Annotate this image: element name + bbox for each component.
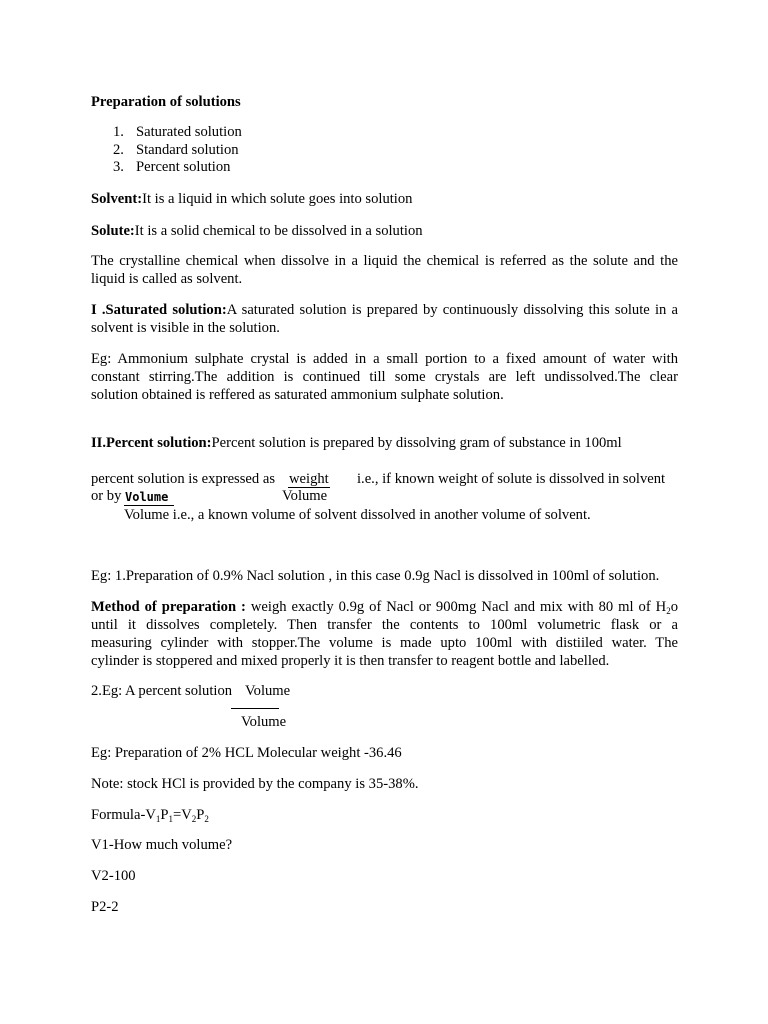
method-line-1: Method of preparation : weigh exactly 0.9g of Nacl or 900mg Nacl and mix with 80 ml of $H_2o$ xyxy=(91,599,678,616)
eg2-text: 2.Eg: A percent solution xyxy=(91,683,233,699)
saturated-line-1: I .Saturated solution:A saturated solution is prepared by continuously dissolving this solute in a xyxy=(91,302,678,318)
eg-saturated-line-3: solution obtained is reffered as saturated ammonium sulphate solution. xyxy=(91,387,504,403)
eg2-fraction-bar xyxy=(231,708,279,709)
method-line-4: cylinder is stoppered and mixed properly it is then transfer to reagent bottle and labelled. xyxy=(91,653,610,669)
list-item xyxy=(91,159,242,177)
saturated-term: I .Saturated solution: xyxy=(91,302,227,318)
v2-line: V2-100 xyxy=(91,868,136,884)
or-by-label: or by xyxy=(91,488,122,504)
eg1-line: Eg: 1.Preparation of 0.9% Nacl solution , in this case 0.9g Nacl is dissolved in 100ml of solution. xyxy=(91,568,660,584)
percent-definition xyxy=(91,434,622,452)
solute-definition xyxy=(91,222,423,240)
percent-text: Percent solution is prepared by dissolving gram of substance in 100ml xyxy=(211,435,622,451)
list-item xyxy=(91,124,242,142)
eg-hcl-line: Eg: Preparation of 2% HCL Molecular weight -36.46 xyxy=(91,745,402,761)
fraction-weight-denominator: Volume xyxy=(282,488,328,504)
fraction-volume-numerator: Volume xyxy=(125,490,169,504)
fraction-volume-denominator: Volume xyxy=(124,507,170,523)
crystalline-line-2: liquid is called as solvent. xyxy=(91,271,243,287)
solution-types-list xyxy=(91,124,242,177)
eg-saturated-line-2: constant stirring.The addition is continued till some crystals are left undissolved.The clear xyxy=(91,369,678,385)
solvent-text: It is a liquid in which solute goes into solution xyxy=(142,191,413,207)
solvent-term: Solvent: xyxy=(91,191,143,207)
list-number: 1. xyxy=(113,124,124,140)
eg2-numerator: Volume xyxy=(245,683,291,699)
solute-text: It is a solid chemical to be dissolved in a solution xyxy=(134,223,423,239)
percent-term: II.Percent solution: xyxy=(91,435,212,451)
list-number: 3. xyxy=(113,159,124,176)
list-text: Standard solution xyxy=(136,141,239,158)
list-text: Percent solution xyxy=(136,159,231,176)
list-text: Saturated solution xyxy=(136,124,242,140)
crystalline-line-1: The crystalline chemical when dissolve in a liquid the chemical is referred as the solute and the xyxy=(91,253,678,269)
volume-line-tail: i.e., a known volume of solvent dissolved in another volume of solvent. xyxy=(172,507,591,523)
expressed-lead: percent solution is expressed as xyxy=(91,471,275,487)
p2-line: P2-2 xyxy=(91,899,119,915)
list-item xyxy=(91,142,242,160)
note-line: Note: stock HCl is provided by the company is 35-38%. xyxy=(91,776,419,792)
method-line-3: measuring cylinder with stopper.The volume is made upto 100ml with distiiled water. The xyxy=(91,635,678,651)
saturated-line-2: solvent is visible in the solution. xyxy=(91,320,280,336)
solute-term: Solute: xyxy=(91,223,135,239)
volume-line xyxy=(124,506,591,524)
list-number: 2. xyxy=(113,141,124,158)
fraction-weight-numerator: weight xyxy=(289,471,329,487)
expressed-mid: i.e., if known weight of solute is dissolved in solvent xyxy=(357,471,666,487)
page-title: Preparation of solutions xyxy=(91,94,241,110)
formula-line: Formula-$V_1P_1=V_2P_2$ xyxy=(91,807,209,824)
solvent-definition xyxy=(91,190,412,208)
method-line-2: until it dissolves completely. Then transfer the contents to 100ml volumetric flask or a xyxy=(91,617,678,633)
method-term: Method of preparation : xyxy=(91,599,246,615)
eg2-denominator: Volume xyxy=(241,714,287,730)
v1-line: V1-How much volume? xyxy=(91,837,233,853)
eg-saturated-line-1: Eg: Ammonium sulphate crystal is added in a small portion to a fixed amount of water with xyxy=(91,351,678,367)
